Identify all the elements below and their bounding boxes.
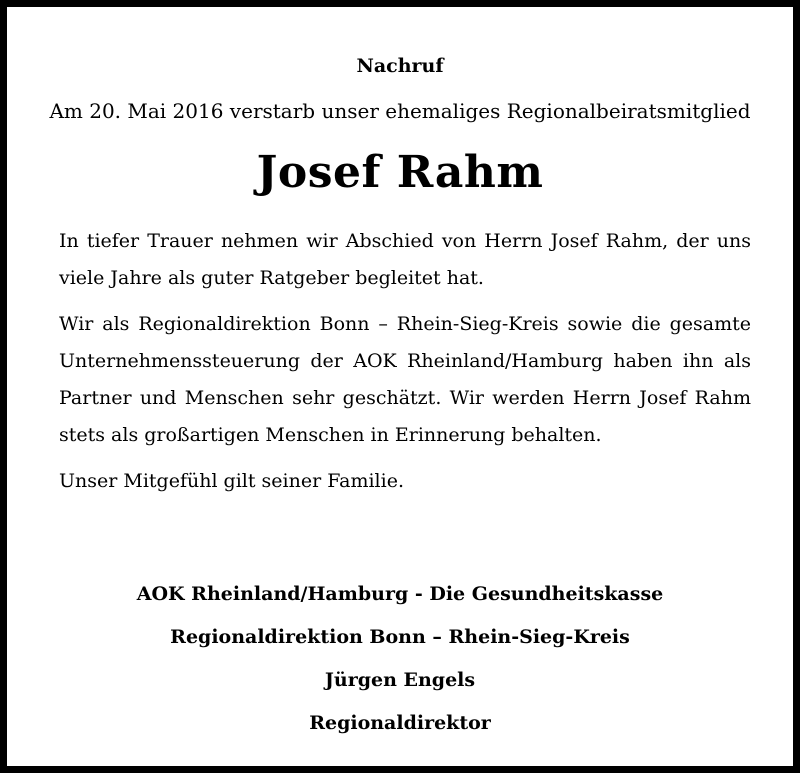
signature-title: Regionaldirektor [309,712,491,734]
signature-department: Regionaldirektion Bonn – Rhein-Sieg-Kreis [170,626,630,648]
notice-heading: Nachruf [356,55,444,77]
deceased-name: Josef Rahm [256,147,544,198]
signature-organization: AOK Rheinland/Hamburg - Die Gesundheitskasse [136,583,664,605]
body-paragraph-3: Unser Mitgefühl gilt seiner Familie. [59,470,404,492]
body-paragraph-1: In tiefer Trauer nehmen wir Abschied von Herrn Josef Rahm, der uns viele Jahre als guter Ratgeber begleitet hat. [59,230,751,289]
body-paragraph-2: Wir als Regionaldirektion Bonn – Rhein-Sieg-Kreis sowie die gesamte Unternehmenssteuerung der AOK Rheinland/Hamburg haben ihn als Partner und Menschen sehr geschätzt. Wir werden Herrn Josef Rahm stets als großartigen Menschen in Erinnerung behalten. [59,313,751,446]
signature-block [7,573,793,745]
intro-line: Am 20. Mai 2016 verstarb unser ehemaliges Regionalbeiratsmitglied [49,99,751,123]
signature-person: Jürgen Engels [324,669,476,691]
notice-body [59,223,751,509]
